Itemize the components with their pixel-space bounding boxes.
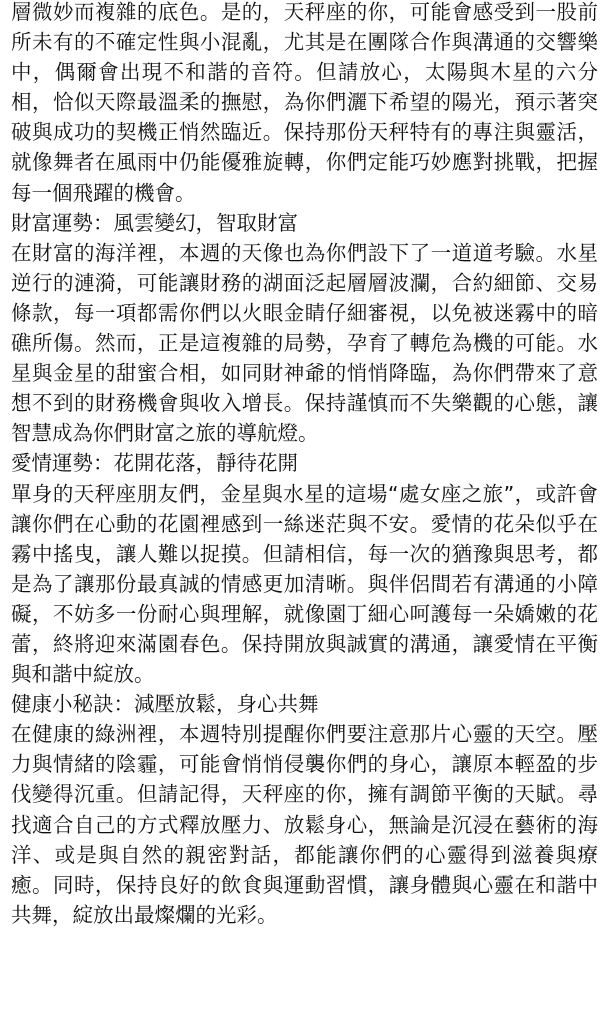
love-paragraph: 單身的天秤座朋友們，金星與水星的這場“處女座之旅”，或許會讓你們在心動的花園裡感到一絲迷茫與不安。愛情的花朵似乎在霧中搖曳，讓人難以捉摸。但請相信，每一次的猶豫與思考，都是為了讓那份最真誠的情感更加清晰。與伴侶間若有溝通的小障礙，不妨多一份耐心與理解，就像園丁細心呵護每一朵嬌嫩的花蕾，終將迎來滿園春色。保持開放與誠實的溝通，讓愛情在平衡與和諧中綻放。 bbox=[11, 481, 598, 687]
intro-paragraph: 層微妙而複雜的底色。是的，天秤座的你，可能會感受到一股前所未有的不確定性與小混亂，尤其是在團隊合作與溝通的交響樂中，偶爾會出現不和諧的音符。但請放心，太陽與木星的六分相，恰似天際最溫柔的撫慰，為你們灑下希望的陽光，預示著突破與成功的契機正悄然臨近。保持那份天秤特有的專注與靈活，就像舞者在風雨中仍能優雅旋轉，你們定能巧妙應對挑戰，把握每一個飛躍的機會。 bbox=[11, 0, 598, 205]
wealth-heading: 財富運勢：風雲變幻，智取財富 bbox=[11, 210, 298, 235]
health-heading: 健康小秘訣：減壓放鬆，身心共舞 bbox=[11, 692, 319, 717]
health-paragraph: 在健康的綠洲裡，本週特別提醒你們要注意那片心靈的天空。壓力與情緒的陰霾，可能會悄悄侵襲你們的身心，讓原本輕盈的步伐變得沉重。但請記得，天秤座的你，擁有調節平衡的天賦。尋找適合自己的方式釋放壓力、放鬆身心，無論是沉浸在藝術的海洋、或是與自然的親密對話，都能讓你們的心靈得到滋養與療癒。同時，保持良好的飲食與運動習慣，讓身體與心靈在和諧中共舞，綻放出最燦爛的光彩。 bbox=[11, 722, 598, 927]
wealth-paragraph: 在財富的海洋裡，本週的天像也為你們設下了一道道考驗。水星逆行的漣漪，可能讓財務的湖面泛起層層波瀾，合約細節、交易條款，每一項都需你們以火眼金睛仔細審視，以免被迷霧中的暗礁所傷。然而，正是這複雜的局勢，孕育了轉危為機的可能。水星與金星的甜蜜合相，如同財神爺的悄悄降臨，為你們帶來了意想不到的財務機會與收入增長。保持謹慎而不失樂觀的心態，讓智慧成為你們財富之旅的導航燈。 bbox=[11, 240, 598, 446]
love-heading: 愛情運勢：花開花落，靜待花開 bbox=[11, 451, 298, 476]
